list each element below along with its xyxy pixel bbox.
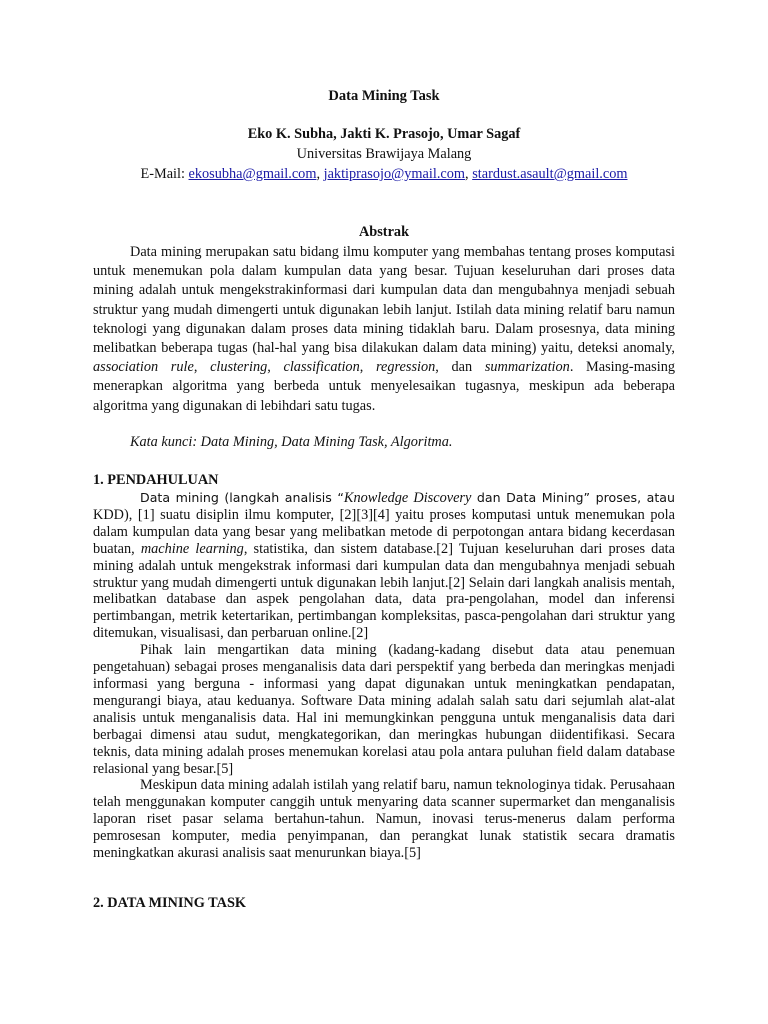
- email-line: [60, 166, 708, 183]
- section-heading-data-mining-task: 2. DATA MINING TASK: [93, 895, 247, 911]
- term-summarization: summarization: [484, 359, 570, 376]
- term-classification: classification: [283, 359, 360, 376]
- term-association-rule: association rule: [93, 359, 194, 376]
- term-clustering: clustering: [210, 359, 268, 376]
- term-regression: regression: [375, 359, 436, 376]
- email-link-1[interactable]: ekosubha@gmail.com: [188, 166, 317, 182]
- abstract-heading: Abstrak: [358, 224, 410, 240]
- paper-title: Data Mining Task: [328, 88, 440, 104]
- keywords: Kata kunci: Data Mining, Data Mining Task, Algoritma.: [130, 434, 453, 450]
- paragraph: Pihak lain mengartikan data mining (kadang-kadang disebut data atau penemuan pengetahuan) sebagai proses menganalisis data dari perspektif yang berbeda dan meringkas menjadi informasi yang berguna - informasi yang dapat digunakan untuk meningkatkan pendapatan, mengurangi biaya, atau keduanya. Software Data mining adalah salah satu dari sejumlah alat-alat analisis untuk menganalisis data. Hal ini memungkinkan pengguna untuk menganalisis data dari berbagai dimensi atau sudut, mengkategorikan, dan meringkas hubungan diidentifikasi. Secara teknis, data mining adalah proses menemukan korelasi atau pola antara puluhan field dalam database relasional yang besar.[5]: [93, 642, 675, 777]
- email-separator: ,: [465, 166, 473, 182]
- email-separator: ,: [316, 166, 324, 182]
- email-label: E-Mail:: [140, 166, 189, 182]
- paragraph: Meskipun data mining adalah istilah yang relatif baru, namun teknologinya tidak. Perusahaan telah menggunakan komputer canggih untuk menyaring data scanner supermarket dan menganalisis laporan riset pasar selama bertahun-tahun. Namun, inovasi terus-menerus dalam performa pemrosesan komputer, media penyimpanan, dan perangkat lunak statistik secara dramatis meningkatkan akurasi analisis saat menurunkan biaya.[5]: [93, 777, 675, 862]
- email-link-2[interactable]: jaktiprasojo@ymail.com: [323, 166, 466, 182]
- author-list: Eko K. Subha, Jakti K. Prasojo, Umar Sagaf: [247, 126, 521, 142]
- email-link-3[interactable]: stardust.asault@gmail.com: [472, 166, 628, 182]
- paragraph: Data mining (langkah analisis “Knowledge Discovery dan Data Mining” proses, atau KDD), [1] suatu disiplin ilmu komputer, [2][3][4] yaitu proses komputasi untuk menemukan pola dalam kumpulan data yang besar yang melibatkan metode di perpotongan antara bidang kecerdasan buatan, machine learning, statistika, dan sistem database.[2] Tujuan keseluruhan dari proses data mining adalah untuk mengekstrak informasi dari kumpulan data dan mengubahnya menjadi sebuah struktur yang mudah dimengerti untuk digunakan lebih lanjut.[2] Selain dari langkah analisis mentah, melibatkan database dan aspek pengolahan data, data pra-pengolahan, model dan inferensi pertimbangan, metrik ketertarikan, pertimbangan kompleksitas, pasca-pengolahan dari struktur yang ditemukan, visualisasi, dan perbaruan online.[2]: [93, 490, 675, 642]
- section-heading-pendahuluan: 1. PENDAHULUAN: [93, 472, 219, 488]
- affiliation: Universitas Brawijaya Malang: [296, 146, 472, 162]
- abstract-text: Data mining merupakan satu bidang ilmu komputer yang membahas tentang proses komputasi untuk menemukan pola dalam kumpulan data yang besar. Tujuan keseluruhan dari proses data mining adalah untuk mengekstrakinformasi dari kumpulan data dan mengubahnya menjadi sebuah struktur yang mudah dimengerti untuk digunakan lebih lanjut. Istilah data mining relatif baru namun teknologi yang digunakan dalam proses data mining tidaklah baru. Dalam prosesnya, data mining melibatkan beberapa tugas (hal-hal yang bisa dilakukan dalam data mining) yaitu, deteksi anomaly, association rule, clustering, classification, regression, dan summarization. Masing-masing menerapkan algoritma yang berbeda untuk menyelesaikan tugasnya, meskipun ada beberapa algoritma yang digunakan di lebihdari satu tugas.: [93, 244, 675, 414]
- section-body-pendahuluan: [93, 490, 675, 862]
